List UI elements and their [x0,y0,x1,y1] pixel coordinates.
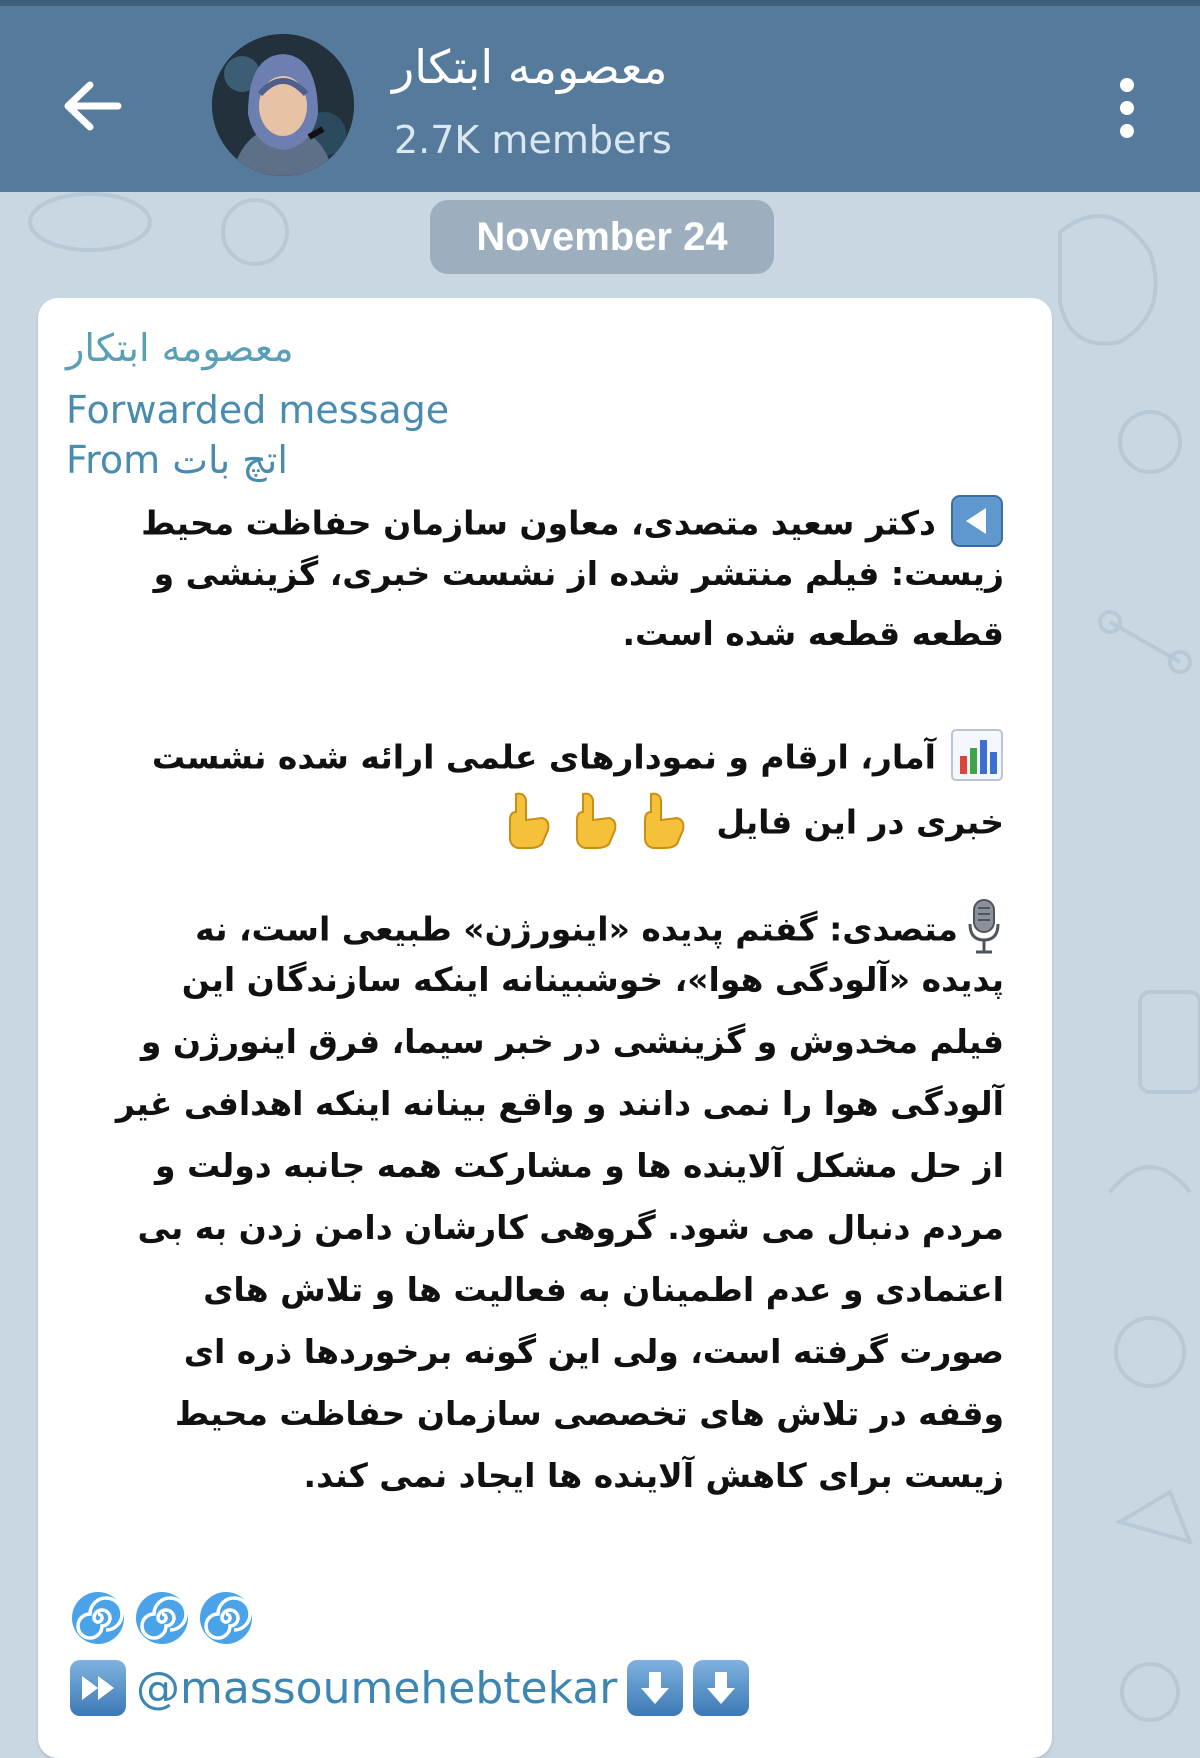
message-line: زیست: فیلم منتشر شده از نشست خبری، گزینشی و [153,554,1004,593]
message-line: خبری در این فایل [498,790,1004,858]
message-line: مردم دنبال می شود. گروهی کارشان دامن زدن به بی [137,1208,1004,1247]
message-line: آلودگی هوا را نمی دانند و واقع بینانه اینکه اهدافی غیر [115,1084,1004,1123]
cyclone-icon [70,1590,126,1646]
message-line: وقفه در تلاش های تخصصی سازمان حفاظت محیط [174,1394,1004,1433]
arrow-left-icon [62,81,122,131]
cyclone-icon [134,1590,190,1646]
message-line: فیلم مخدوش و گزینشی در خبر سیما، فرق اینورژن و [140,1022,1004,1061]
message-line: متصدی: گفتم پدیده «اینورژن» طبیعی است، نه [195,898,1004,964]
channel-link-row [70,1656,749,1720]
point-down-icon [565,790,621,858]
left-triangle-icon [950,494,1004,556]
cyclone-icon [198,1590,254,1646]
message-line: صورت گرفته است، ولی این گونه برخوردها ذره ای [183,1332,1004,1371]
chat-title[interactable]: معصومه ابتکار [392,40,668,94]
bar-chart-icon [950,728,1004,790]
message-line: از حل مشکل آلاینده ها و مشارکت همه جانبه دولت و [154,1146,1004,1185]
spiral-emoji-row [70,1590,254,1646]
channel-handle-link[interactable]: @massoumehebtekar [136,1662,618,1714]
chat-header [0,0,1200,192]
down-arrow-icon [693,1660,749,1716]
message-line: قطعه قطعه شده است. [622,614,1004,653]
point-down-icon [633,790,689,858]
message-line: دکتر سعید متصدی، معاون سازمان حفاظت محیط [141,494,1004,556]
point-down-icon [498,790,554,858]
more-options-button[interactable] [1100,68,1154,148]
avatar[interactable] [212,34,354,176]
sender-name[interactable]: معصومه ابتکار [66,326,294,370]
forwarded-from[interactable] [66,438,288,482]
forwarded-label: Forwarded message [66,388,450,432]
forwarded-from-name[interactable]: اتچ بات [172,438,288,482]
members-count: 2.7K members [394,118,672,162]
microphone-icon [964,898,1004,964]
more-vertical-icon [1120,78,1134,92]
date-separator: November 24 [430,200,774,274]
message-line: اعتمادی و عدم اطمینان به فعالیت ها و تلاش های [203,1270,1004,1309]
message-bubble[interactable] [38,298,1052,1758]
message-line: پدیده «آلودگی هوا»، خوشبینانه اینکه سازندگان این [181,960,1004,999]
fast-forward-icon [70,1660,126,1716]
message-line: زیست برای کاهش آلاینده ها ایجاد نمی کند. [303,1456,1004,1495]
down-arrow-icon [627,1660,683,1716]
message-line: آمار، ارقام و نمودارهای علمی ارائه شده نشست [152,728,1004,790]
forwarded-from-prefix: From [66,438,161,482]
back-button[interactable] [52,66,132,146]
